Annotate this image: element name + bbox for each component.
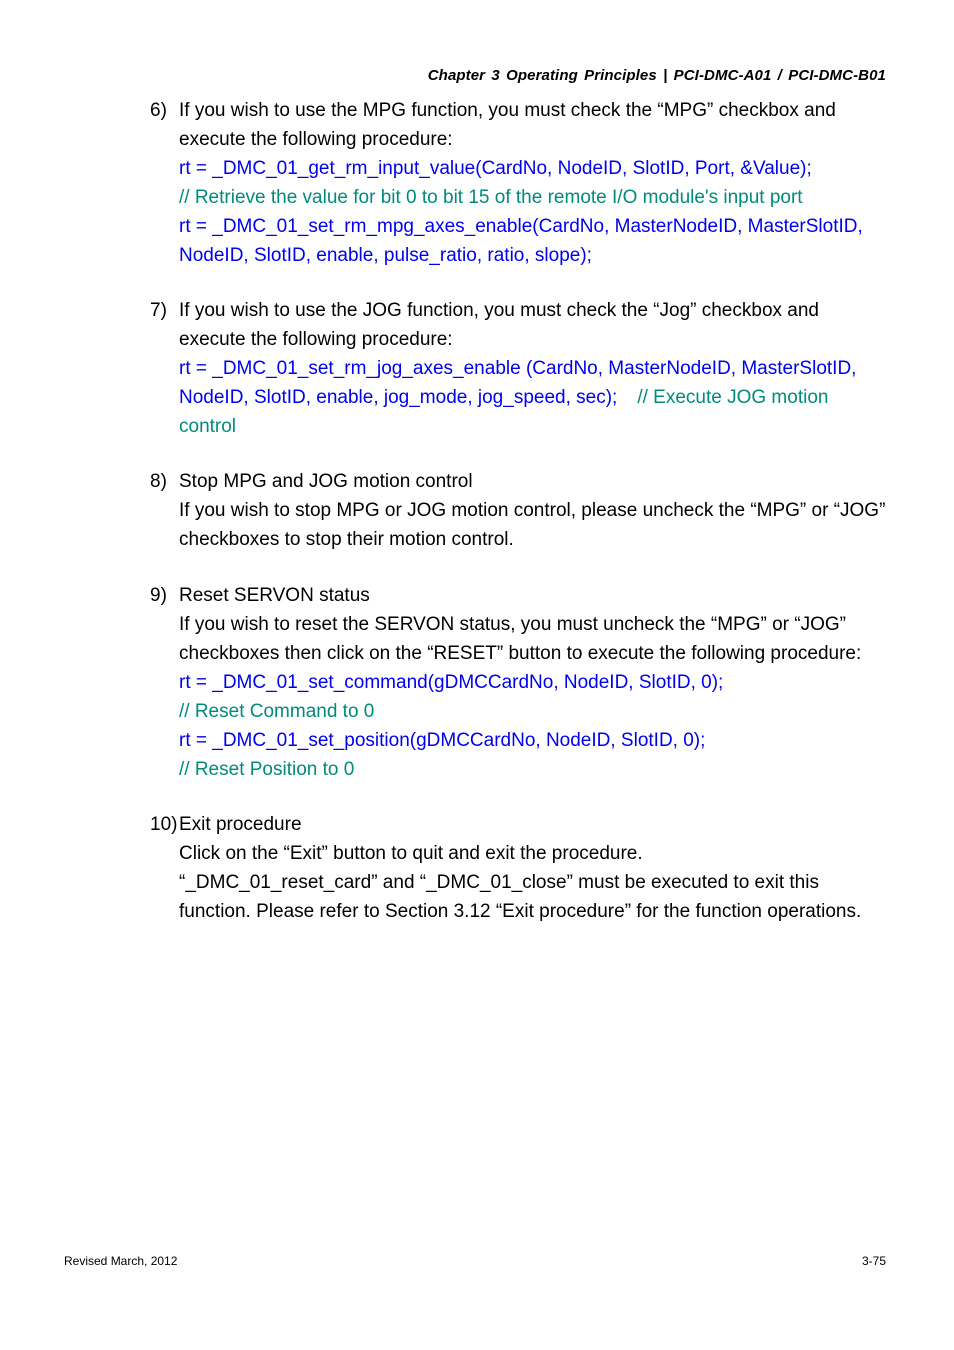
footer-revision-date: Revised March, 2012 — [64, 1254, 178, 1268]
step-text: If you wish to reset the SERVON status, you must uncheck the “MPG” or “JOG” — [179, 614, 846, 635]
page-header: Chapter 3 Operating Principles | PCI-DMC-A01 / PCI-DMC-B01 — [427, 67, 886, 84]
code-comment: // Reset Position to 0 — [179, 759, 355, 780]
code-comment: // Retrieve the value for bit 0 to bit 15 of the remote I/O module's input port — [179, 187, 803, 208]
code-comment: // Execute JOG motion — [637, 387, 829, 408]
step-10 — [150, 810, 900, 926]
code-comment: // Reset Command to 0 — [179, 701, 375, 722]
code-line-with-comment — [179, 383, 900, 412]
step-heading: Exit procedure — [179, 814, 302, 835]
code-line: rt = _DMC_01_set_rm_mpg_axes_enable(CardNo, MasterNodeID, MasterSlotID, — [179, 216, 863, 237]
code-line: rt = _DMC_01_get_rm_input_value(CardNo, NodeID, SlotID, Port, &Value); — [179, 158, 812, 179]
step-8 — [150, 467, 900, 554]
code-line: rt = _DMC_01_set_command(gDMCCardNo, NodeID, SlotID, 0); — [179, 672, 724, 693]
step-number: 7) — [150, 300, 167, 321]
code-line: rt = _DMC_01_set_position(gDMCCardNo, NodeID, SlotID, 0); — [179, 730, 706, 751]
code-line: NodeID, SlotID, enable, jog_mode, jog_speed, sec); — [179, 387, 618, 408]
step-text: Click on the “Exit” button to quit and exit the procedure. — [179, 843, 643, 864]
step-text: If you wish to stop MPG or JOG motion control, please uncheck the “MPG” or “JOG” — [179, 500, 886, 521]
page-number: 3-75 — [861, 1254, 886, 1268]
step-number: 9) — [150, 585, 167, 606]
code-line: NodeID, SlotID, enable, pulse_ratio, ratio, slope); — [179, 245, 592, 266]
step-text: execute the following procedure: — [179, 329, 453, 350]
step-number: 10) — [150, 814, 178, 835]
step-text: execute the following procedure: — [179, 129, 453, 150]
step-text: If you wish to use the JOG function, you must check the “Jog” checkbox and — [179, 300, 819, 321]
step-text: function. Please refer to Section 3.12 “Exit procedure” for the function operations. — [179, 901, 862, 922]
step-text: checkboxes to stop their motion control. — [179, 529, 514, 550]
step-text: checkboxes then click on the “RESET” button to execute the following procedure: — [179, 643, 862, 664]
step-heading: Stop MPG and JOG motion control — [179, 471, 473, 492]
step-7 — [150, 296, 900, 441]
code-line: rt = _DMC_01_set_rm_jog_axes_enable (CardNo, MasterNodeID, MasterSlotID, — [179, 358, 857, 379]
code-comment: control — [179, 416, 237, 437]
step-number: 6) — [150, 100, 167, 121]
step-heading: Reset SERVON status — [179, 585, 370, 606]
step-9 — [150, 581, 900, 784]
step-6 — [150, 96, 900, 270]
step-number: 8) — [150, 471, 167, 492]
step-text: If you wish to use the MPG function, you must check the “MPG” checkbox and — [179, 100, 836, 121]
step-text: “_DMC_01_reset_card” and “_DMC_01_close” must be executed to exit this — [179, 872, 819, 893]
